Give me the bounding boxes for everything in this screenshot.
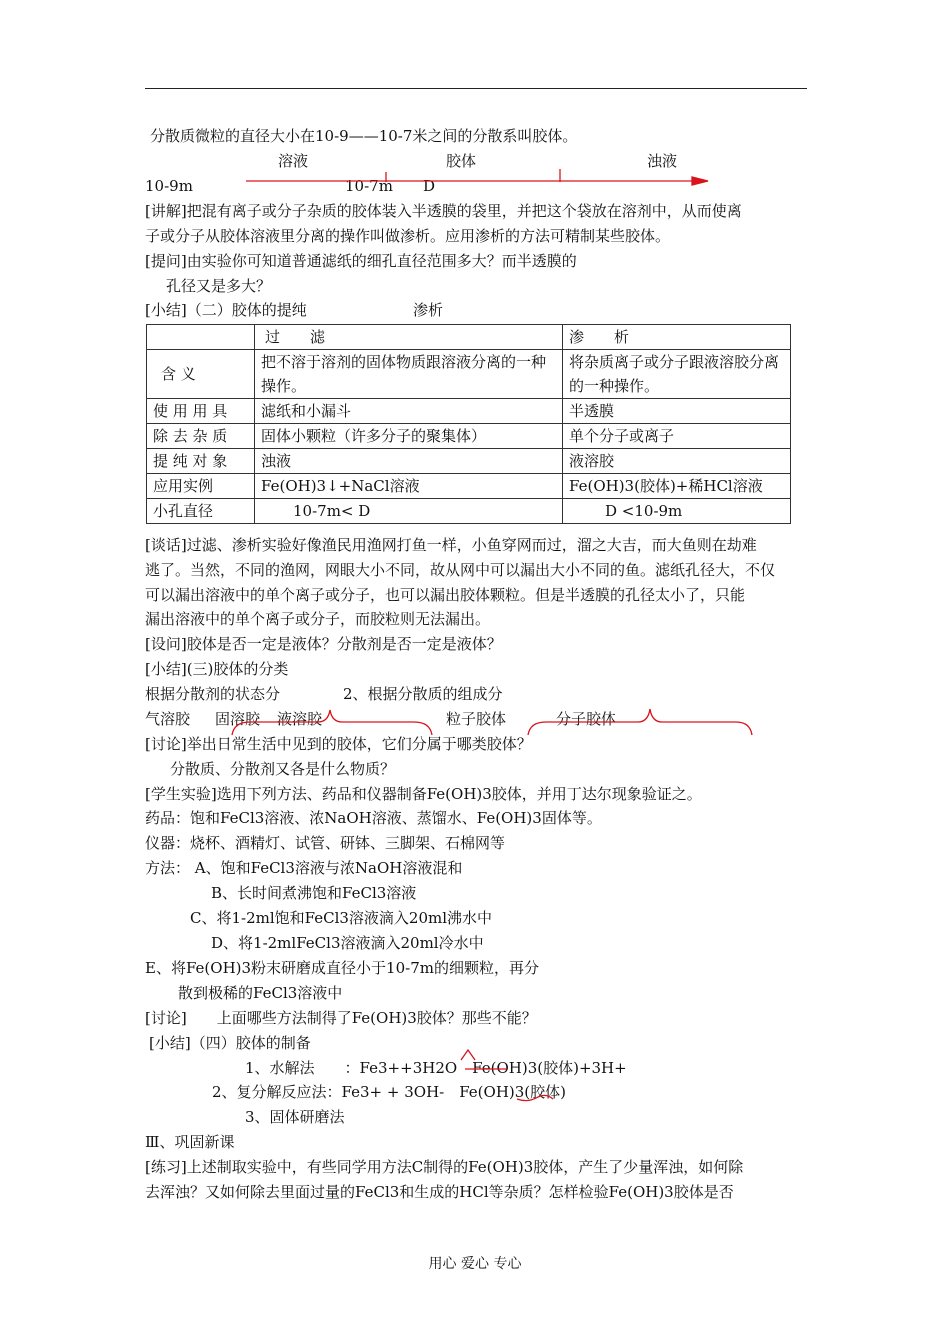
summary-classification: [小结](三)胶体的分类 — [145, 660, 289, 678]
table-cell: 提 纯 对 象 — [147, 449, 255, 474]
experiment-intro: [学生实验]选用下列方法、药品和仪器制备Fe(OH)3胶体，并用丁达尔现象验证之。 — [145, 785, 702, 803]
table-cell: 单个分子或离子 — [563, 424, 791, 449]
discussion-methods: [讨论] 上面哪些方法制得了Fe(OH)3胶体？那些不能？ — [145, 1009, 537, 1027]
table-cell: 把不溶于溶剂的固体物质跟溶液分离的一种操作。 — [255, 350, 563, 399]
talk-line-2: 逃了。当然，不同的渔网，网眼大小不同，故从网中可以漏出大小不同的鱼。滤纸孔径大，不仅 — [145, 561, 776, 579]
scale-label-suspension: 浊液 — [647, 152, 678, 170]
type-aerosol: 气溶胶 — [145, 710, 191, 728]
table-cell: 应用实例 — [147, 474, 255, 499]
definition-line: 分散质微粒的直径大小在10-9——10-7米之间的分散系叫胶体。 — [150, 127, 578, 145]
question-line-1: [提问]由实验你可知道普通滤纸的细孔直径范围多大？而半透膜的 — [145, 252, 577, 270]
prep-double-decomposition: 2、复分解反应法：Fe3+ + 3OH- Fe(OH)3(胶体) — [212, 1083, 567, 1101]
scale-label-colloid: 胶体 — [446, 152, 477, 170]
method-c: C、将1-2ml饱和FeCl3溶液滴入20ml沸水中 — [190, 909, 493, 927]
table-cell: 浊液 — [255, 449, 563, 474]
brace-dispersant-icon — [232, 710, 432, 735]
scale-tick-1e-9: 10-9m — [145, 177, 193, 195]
discussion-line-1: [讨论]举出日常生活中见到的胶体，它们分属于哪类胶体？ — [145, 735, 532, 753]
discussion-line-2: 分散质、分散剂又各是什么物质？ — [170, 760, 396, 778]
summary-dialysis: 渗析 — [413, 301, 444, 319]
scale-label-d: D — [423, 177, 436, 195]
method-e-line-1: E、将Fe(OH)3粉末研磨成直径小于10-7m的细颗粒，再分 — [145, 959, 539, 977]
table-cell: 除 去 杂 质 — [147, 424, 255, 449]
summary-purification: [小结]（二）胶体的提纯 — [145, 301, 307, 319]
reagents-line: 药品：饱和FeCl3溶液、浓NaOH溶液、蒸馏水、Fe(OH)3固体等。 — [145, 809, 602, 827]
method-a: 方法： A、饱和FeCl3溶液与浓NaOH溶液混和 — [145, 859, 463, 877]
type-particle-colloid: 粒子胶体 — [446, 710, 507, 728]
table-cell: 固体小颗粒（许多分子的聚集体） — [255, 424, 563, 449]
scale-tick-1e-7: 10-7m — [345, 177, 393, 195]
question-line-2: 孔径又是多大？ — [166, 277, 272, 295]
table-cell: 滤纸和小漏斗 — [255, 399, 563, 424]
table-cell: 液溶胶 — [563, 449, 791, 474]
table-cell: 使 用 用 具 — [147, 399, 255, 424]
classify-by-dispersed: 2、根据分散质的组成分 — [343, 685, 503, 703]
explanation-line-1: [讲解]把混有离子或分子杂质的胶体装入半透膜的袋里，并把这个袋放在溶剂中，从而使离 — [145, 202, 742, 220]
table-cell: 半透膜 — [563, 399, 791, 424]
talk-line-1: [谈话]过滤、渗析实验好像渔民用渔网打鱼一样，小鱼穿网而过，溜之大吉，而大鱼则在劫难 — [145, 536, 757, 554]
scale-arrowhead-icon — [692, 177, 708, 185]
scale-label-solution: 溶液 — [278, 152, 309, 170]
page-footer: 用心 爱心 专心 — [428, 1256, 522, 1272]
type-molecular-colloid: 分子胶体 — [556, 710, 617, 728]
explanation-line-2: 子或分子从胶体溶液里分离的操作叫做渗析。应用渗析的方法可精制某些胶体。 — [145, 227, 671, 245]
talk-line-3: 可以漏出溶液中的单个离子或分子，也可以漏出胶体颗粒。但是半透膜的孔径太小了，只能 — [145, 586, 746, 604]
colloid-underline — [517, 1095, 553, 1100]
table-cell: 小孔直径 — [147, 499, 255, 524]
table-cell: 10-7m< D — [255, 499, 563, 524]
method-e-line-2: 散到极稀的FeCl3溶液中 — [178, 984, 343, 1002]
table-cell: 含 义 — [147, 350, 255, 399]
method-d: D、将1-2mlFeCl3溶液滴入20ml冷水中 — [211, 934, 484, 952]
type-liquid-sol: 液溶胶 — [277, 710, 323, 728]
prep-grinding: 3、固体研磨法 — [245, 1108, 345, 1126]
table-cell: D <10-9m — [563, 499, 791, 524]
section-consolidate: Ⅲ、巩固新课 — [145, 1133, 235, 1151]
type-solid-sol: 固溶胶 — [215, 710, 261, 728]
prep-hydrolysis: 1、水解法 ：Fe3++3H2O Fe(OH)3(胶体)+3H+ — [245, 1059, 627, 1077]
exercise-line-2: 去浑浊？又如何除去里面过量的FeCl3和生成的HCl等杂质？怎样检验Fe(OH)3胶体是否 — [145, 1183, 734, 1201]
question-colloid-liquid: [设问]胶体是否一定是液体？分散剂是否一定是液体？ — [145, 635, 502, 653]
table-cell: Fe(OH)3↓+NaCl溶液 — [255, 474, 563, 499]
talk-line-4: 漏出溶液中的单个离子或分子，而胶粒则无法漏出。 — [145, 610, 491, 628]
table-cell: Fe(OH)3(胶体)+稀HCl溶液 — [563, 474, 791, 499]
table-cell: 将杂质离子或分子跟液溶胶分离的一种操作。 — [563, 350, 791, 399]
method-b: B、长时间煮沸饱和FeCl3溶液 — [211, 884, 417, 902]
classify-by-dispersant: 根据分散剂的状态分 — [145, 685, 281, 703]
table-header-cell: 过 滤 — [255, 325, 563, 350]
summary-preparation: [小结]（四）胶体的制备 — [149, 1034, 311, 1052]
brace-dispersed-icon — [528, 709, 752, 735]
table-header-cell: 渗 析 — [563, 325, 791, 350]
apparatus-line: 仪器：烧杯、酒精灯、试管、研钵、三脚架、石棉网等 — [145, 834, 506, 852]
exercise-line-1: [练习]上述制取实验中，有些同学用方法C制得的Fe(OH)3胶体，产生了少量浑浊，如何除 — [145, 1158, 744, 1176]
heat-symbol-icon — [461, 1050, 475, 1060]
